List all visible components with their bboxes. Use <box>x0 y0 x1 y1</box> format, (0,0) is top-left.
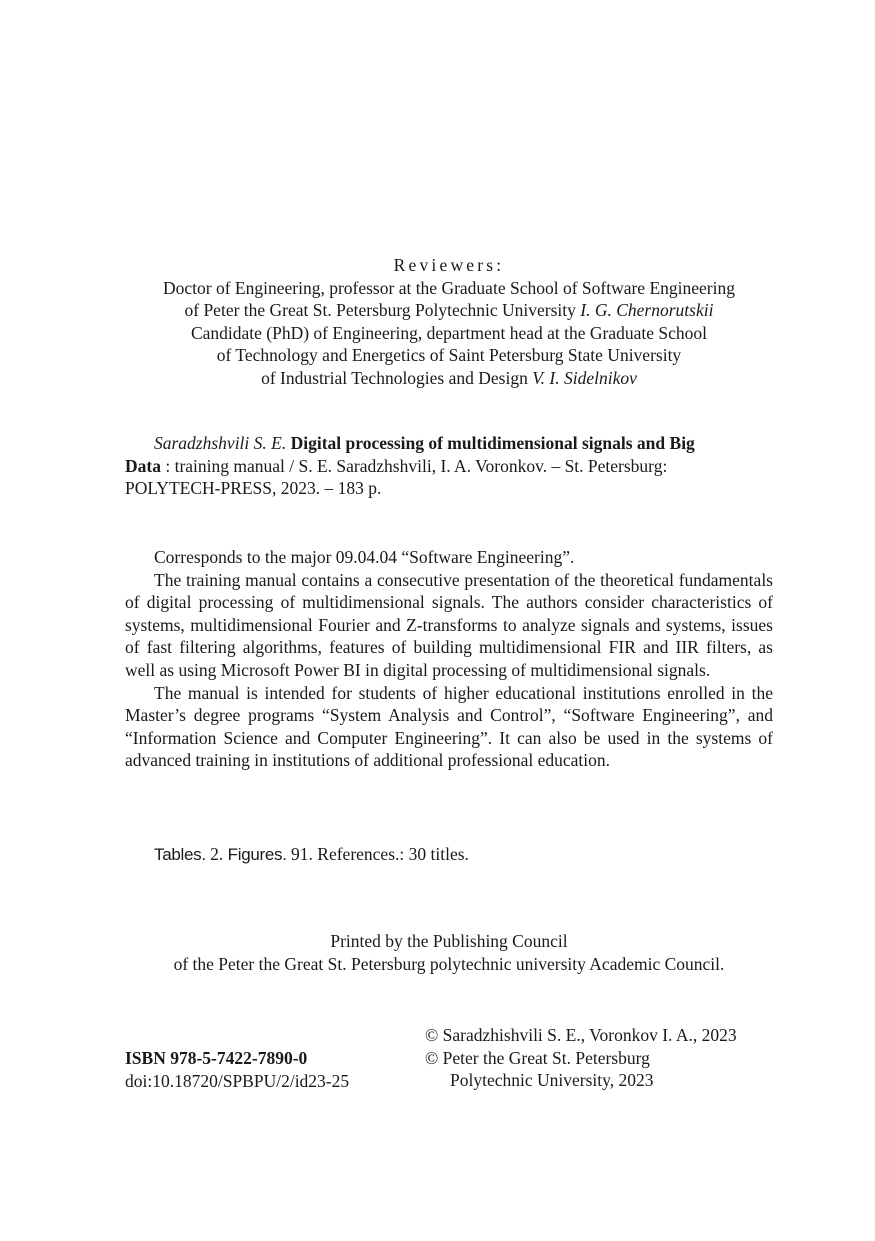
copyright-authors: © Saradzhishvili S. E., Voronkov I. A., 2023 <box>425 1025 737 1045</box>
annotation-major: Corresponds to the major 09.04.04 “Software Engineering”. <box>154 547 575 567</box>
copyright-university-line-2: Polytechnic University, 2023 <box>450 1070 654 1091</box>
copyright-university-line-1: © Peter the Great St. Petersburg <box>425 1047 650 1068</box>
reviewer-2-affiliation-text: of Industrial Technologies and Design <box>261 367 528 388</box>
stats-tables-label: Tables. <box>154 845 206 864</box>
copyright-block <box>425 1024 785 1092</box>
council-line-2: of the Peter the Great St. Petersburg polytechnic university Academic Council. <box>173 953 725 974</box>
doi-number: doi:10.18720/SPBPU/2/id23-25 <box>125 1070 350 1091</box>
annotation-section <box>125 546 773 772</box>
reviewers-section <box>125 254 773 390</box>
reviewer-2-name: V. I. Sidelnikov <box>532 367 637 388</box>
reviewer-1-name: I. G. Chernorutskii <box>580 300 714 321</box>
biblio-details-line2: POLYTECH-PRESS, 2023. – 183 p. <box>125 478 382 499</box>
bibliographic-entry <box>125 432 773 500</box>
stats-tables-value: 2. <box>205 844 228 864</box>
isbn-block <box>125 1047 405 1092</box>
biblio-title-part2: Data <box>125 455 161 476</box>
publication-stats <box>125 843 773 867</box>
reviewer-1-affiliation-line-1: Doctor of Engineering, professor at the Graduate School of Software Engineering <box>163 277 735 298</box>
stats-figures-label: Figures. <box>227 845 287 864</box>
stats-figures-value: 91. <box>286 844 318 864</box>
isbn-number: ISBN 978-5-7422-7890-0 <box>125 1048 308 1068</box>
bibliographic-paragraph <box>125 432 773 500</box>
reviewer-2-affiliation-line-3 <box>125 367 773 390</box>
reviewer-2-affiliation-line-1: Candidate (PhD) of Engineering, department head at the Graduate School <box>190 322 708 343</box>
biblio-author: Saradzhshvili S. E. <box>154 433 287 453</box>
reviewer-1-affiliation-line-2 <box>125 299 773 322</box>
publishing-council-note <box>125 930 773 975</box>
council-line-1: Printed by the Publishing Council <box>330 931 568 951</box>
biblio-details-line1: : training manual / S. E. Saradzhshvili, I. A. Voronkov. – St. Petersburg: <box>160 455 668 476</box>
reviewer-2-affiliation-line-2: of Technology and Energetics of Saint Petersburg State University <box>216 345 682 366</box>
reviewers-heading: Reviewers: <box>393 255 505 275</box>
annotation-audience: The manual is intended for students of higher educational institutions enrolled in the Master’s degree programs “System Analysis and Control”, “Software Engineering”, and “Information Science and Computer Engineering”. It can also be used in the systems of advanced training in institutions of additional professional education. <box>125 682 773 771</box>
biblio-title-part1: Digital processing of multidimensional signals and Big <box>290 433 695 453</box>
reviewer-1-affiliation-text: of Peter the Great St. Petersburg Polytechnic University <box>184 300 576 321</box>
stats-references: References.: 30 titles. <box>317 844 469 864</box>
annotation-contents: The training manual contains a consecutive presentation of the theoretical fundamentals of digital processing of multidimensional signals. The authors consider characteristics of systems, multidimensional Fourier and Z-transforms to analyze signals and systems, issues of fast filtering algorithms, features of building multidimensional FIR and IIR filters, as well as using Microsoft Power BI in digital processing of multidimensional signals. <box>125 569 773 680</box>
